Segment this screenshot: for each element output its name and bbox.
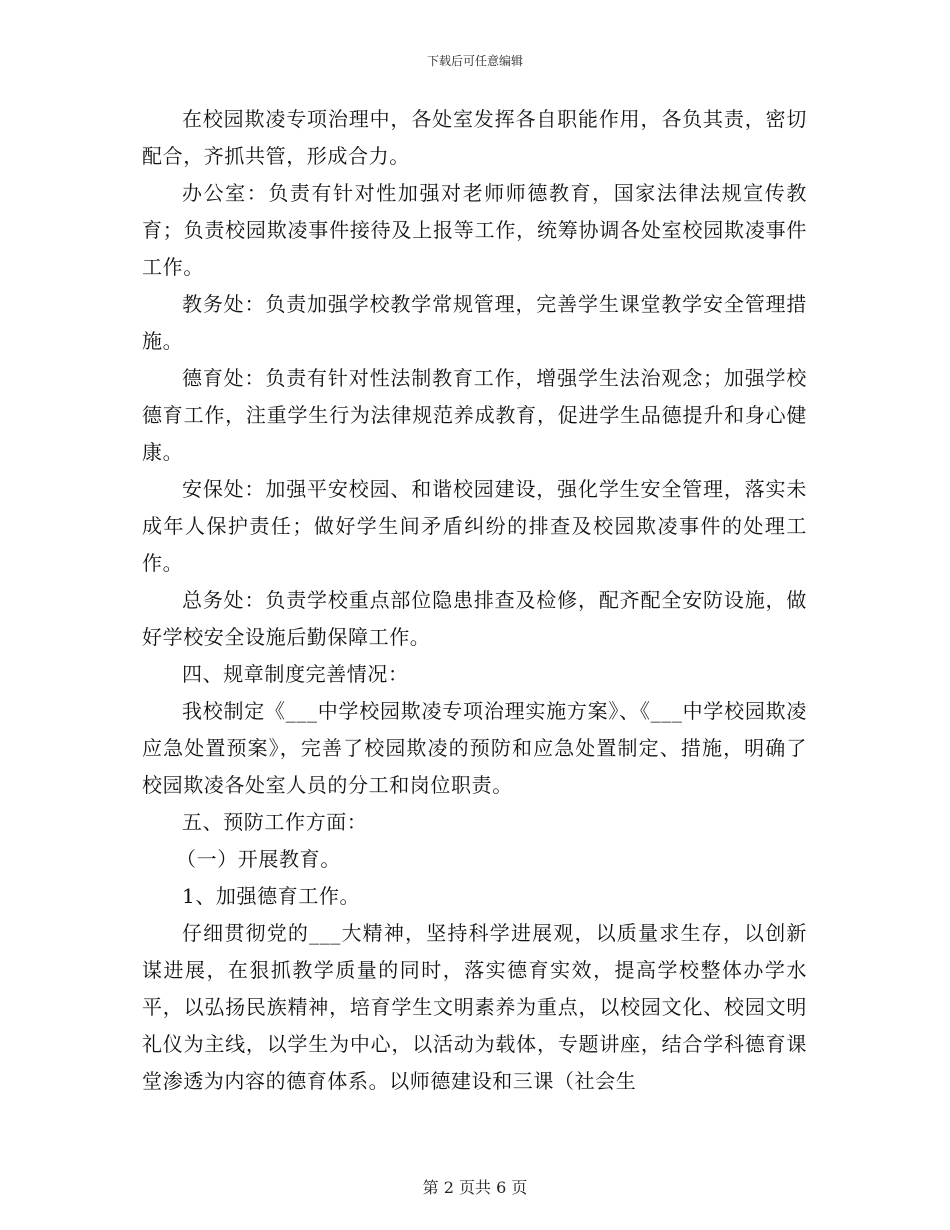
page-footer: 第 2 页共 6 页	[422, 1178, 528, 1197]
section-heading-5: 五、预防工作方面：	[182, 810, 368, 834]
list-item-1: 1、加强德育工作。	[182, 884, 361, 908]
paragraph-6: 总务处：负责学校重点部位隐患排查及检修，配齐配全安防设施，做好学校安全设施后勤保障工作。	[142, 588, 807, 649]
paragraph-2: 办公室：负责有针对性加强对老师师德教育，国家法律法规宣传教育；负责校园欺凌事件接待及上报等工作，统筹协调各处室校园欺凌事件工作。	[142, 181, 807, 279]
section-heading-4: 四、规章制度完善情况：	[182, 662, 409, 686]
paragraph-5: 安保处：加强平安校园、和谐校园建设，强化学生安全管理，落实未成年人保护责任；做好学生间矛盾纠纷的排查及校园欺凌事件的处理工作。	[142, 477, 807, 575]
paragraph-3: 教务处：负责加强学校教学常规管理，完善学生课堂教学安全管理措施。	[142, 292, 807, 353]
page-header: 下载后可任意编辑	[426, 54, 523, 68]
document-body	[142, 101, 807, 1100]
paragraph-7: 我校制定《___中学校园欺凌专项治理实施方案》、《___中学校园欺凌应急处置预案》，完善了校园欺凌的预防和应急处置制定、措施，明确了校园欺凌各处室人员的分工和岗位职责。	[142, 699, 807, 797]
paragraph-1: 在校园欺凌专项治理中，各处室发挥各自职能作用，各负其责，密切配合，齐抓共管，形成合力。	[142, 107, 807, 168]
paragraph-8: 仔细贯彻党的___大精神，坚持科学进展观，以质量求生存，以创新谋进展，在狠抓教学质量的同时，落实德育实效，提高学校整体办学水平，以弘扬民族精神，培育学生文明素养为重点，以校园文化、校园文明礼仪为主线，以学生为中心，以活动为载体，专题讲座，结合学科德育课堂渗透为内容的德育体系。以师德建设和三课（社会生	[142, 921, 807, 1093]
subsection-heading-1: （一）开展教育。	[176, 847, 341, 871]
paragraph-4: 德育处：负责有针对性法制教育工作，增强学生法治观念；加强学校德育工作，注重学生行为法律规范养成教育，促进学生品德提升和身心健康。	[142, 366, 807, 464]
